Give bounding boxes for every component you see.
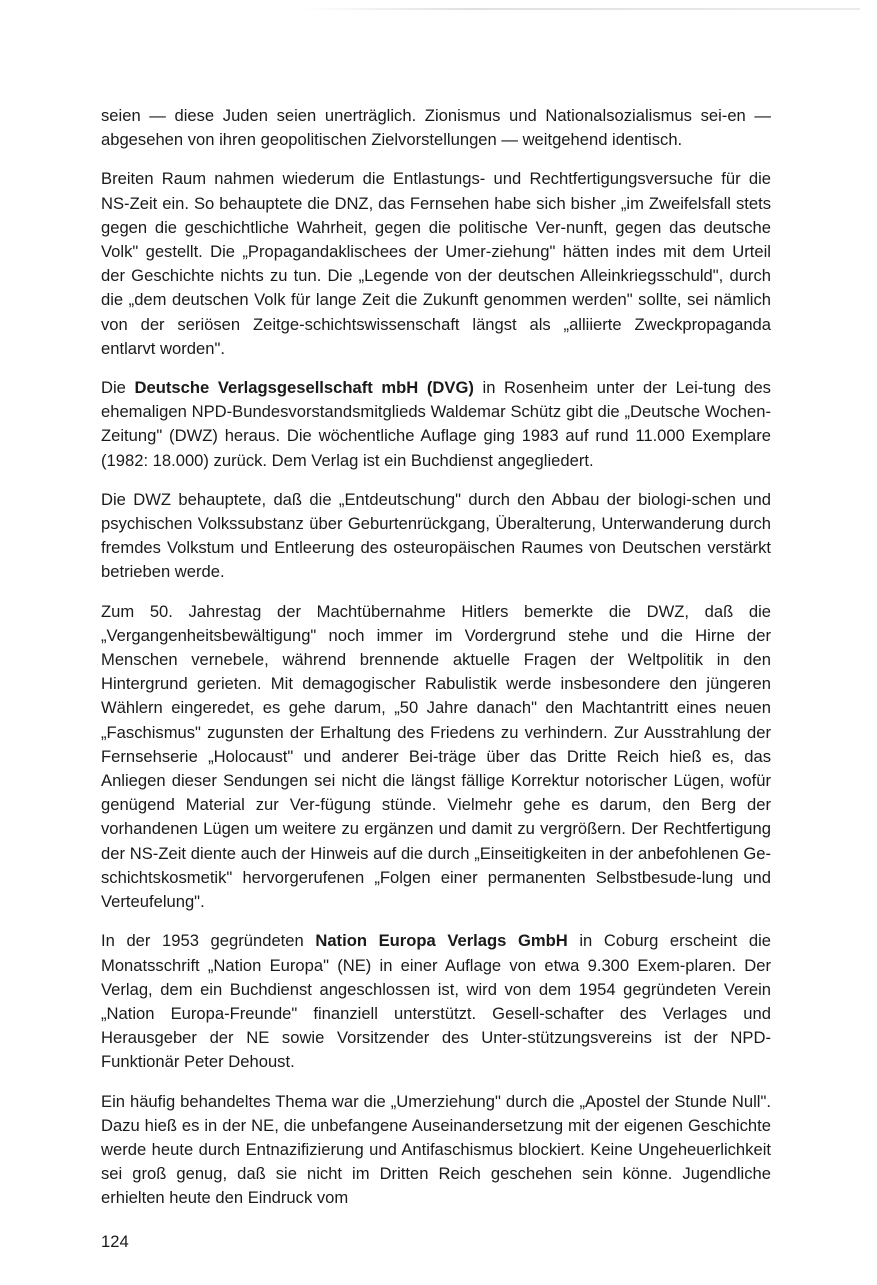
text-column	[101, 104, 771, 1226]
paragraph-6-text-start: In der 1953 gegründeten	[101, 931, 316, 951]
publisher-name-nation-europa: Nation Europa Verlags GmbH	[315, 931, 568, 951]
paragraph-1-text: seien — diese Juden seien unerträglich. Zionismus und Nationalsozialismus sei-en — abgesehen von ihren geopolitischen Zielvorstellungen — weitgehend identisch.	[101, 106, 771, 150]
paragraph-5-text: Zum 50. Jahrestag der Machtübernahme Hitlers bemerkte die DWZ, daß die „Vergangenheitsbewältigung" noch immer im Vordergrund stehe und die Hirne der Menschen vernebele, während brennende aktuelle Fragen der Weltpolitik in den Hintergrund gerieten. Mit demagogischer Rabulistik werde insbesondere den jüngeren Wählern eingeredet, es gehe darum, „50 Jahre danach" den Machtantritt eines neuen „Faschismus" zugunsten der Erhaltung des Friedens zu verhindern. Zur Ausstrahlung der Fernsehserie „Holocaust" und anderer Bei-träge über das Dritte Reich hieß es, das Anliegen dieser Sendungen sei nicht die längst fällige Korrektur notorischer Lügen, wofür genügend Material zur Ver-fügung stünde. Vielmehr gehe es darum, den Berg der vorhandenen Lügen um weitere zu ergänzen und damit zu vergrößern. Der Rechtfertigung der NS-Zeit diente auch der Hinweis auf die durch „Einseitigkeiten in der anbefohlenen Ge-schichtskosmetik" hervorgerufenen „Folgen einer permanenten Selbstbesude-lung und Verteufelung".	[101, 601, 771, 912]
paragraph-7-text: Ein häufig behandeltes Thema war die „Umerziehung" durch die „Apostel der Stunde Null". Dazu hieß es in der NE, die unbefangene Auseinandersetzung mit der eigenen Geschichte werde heute durch Entnazifizierung und Antifaschismus blockiert. Keine Ungeheuerlichkeit sei groß genug, daß sie nicht im Dritten Reich geschehen sein könne. Jugendliche erhielten heute den Eindruck vom	[101, 1091, 771, 1208]
paragraph-3	[101, 376, 771, 473]
page-number: 124	[101, 1232, 129, 1251]
paragraph-4	[101, 488, 771, 585]
paragraph-6	[101, 929, 771, 1074]
paragraph-3-text-rest: in Rosenheim unter der Lei-tung des ehemaligen NPD-Bundesvorstandsmitglieds Waldemar Schütz gibt die „Deutsche Wochen-Zeitung" (DWZ) heraus. Die wöchentliche Auflage ging 1983 auf rund 11.000 Exemplare (1982: 18.000) zurück. Dem Verlag ist ein Buchdienst angegliedert.	[101, 378, 771, 470]
paragraph-5	[101, 600, 771, 915]
paragraph-7	[101, 1090, 771, 1211]
paragraph-4-text: Die DWZ behauptete, daß die „Entdeutschung" durch den Abbau der biologi-schen und psychischen Volkssubstanz über Geburtenrückgang, Überalterung, Unterwanderung durch fremdes Volkstum und Entleerung des osteuropäischen Raumes von Deutschen verstärkt betrieben werde.	[101, 489, 771, 582]
paragraph-3-text-start: Die	[101, 378, 135, 398]
paragraph-2	[101, 167, 771, 361]
paragraph-6-text-rest: in Coburg erscheint die Monatsschrift „Nation Europa" (NE) in einer Auflage von etwa 9.300 Exem-plaren. Der Verlag, dem ein Buchdienst angeschlossen ist, wird von dem 1954 gegründeten Verein „Nation Europa-Freunde" finanziell unterstützt. Gesell-schafter des Verlages und Herausgeber der NE sowie Vorsitzender des Unter-stützungsvereins ist der NPD-Funktionär Peter Dehoust.	[101, 931, 771, 1072]
paragraph-1	[101, 104, 771, 152]
paragraph-2-text: Breiten Raum nahmen wiederum die Entlastungs- und Rechtfertigungsversuche für die NS-Zeit ein. So behauptete die DNZ, das Fernsehen habe sich bisher „im Zweifelsfall stets gegen die geschichtliche Wahrheit, gegen die politische Ver-nunft, gegen das deutsche Volk" gestellt. Die „Propagandaklischees der Umer-ziehung" hätten indes mit dem Urteil der Geschichte nichts zu tun. Die „Legende von der deutschen Alleinkriegsschuld", durch die „dem deutschen Volk für lange Zeit die Zukunft genommen werden" sollte, sei nämlich von der seriösen Zeitge-schichtswissenschaft längst als „alliierte Zweckpropaganda entlarvt worden".	[101, 169, 771, 358]
scan-edge-line	[300, 8, 860, 10]
publisher-name-dvg: Deutsche Verlagsgesellschaft mbH (DVG)	[134, 378, 474, 398]
